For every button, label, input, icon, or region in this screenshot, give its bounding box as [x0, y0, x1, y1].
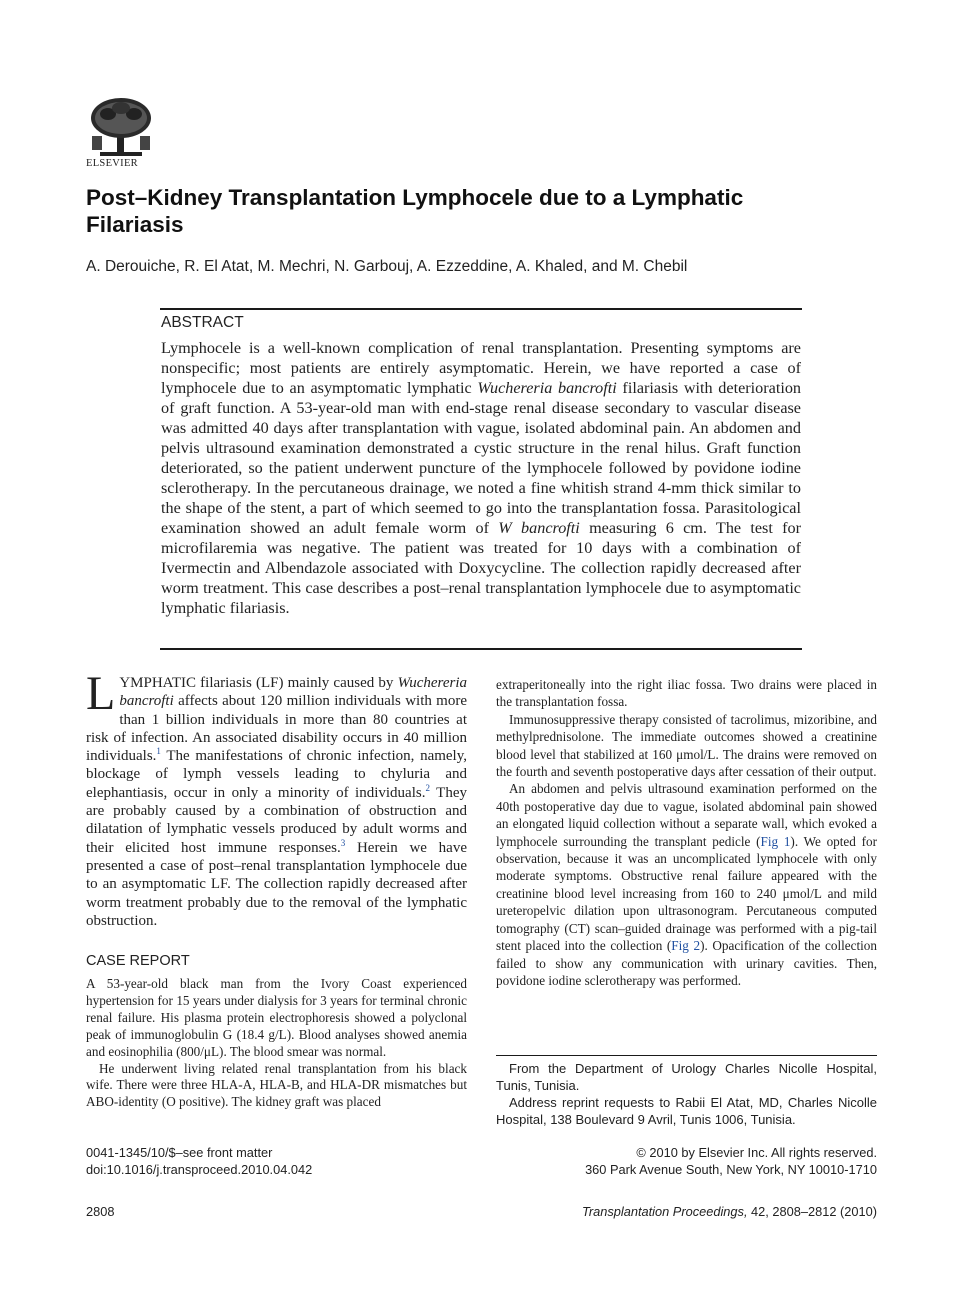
intro-text: YMPHATIC filariasis (LF) mainly caused by: [119, 675, 398, 691]
paragraph-text: ). Opacification of the collection failed to show any communication with urinary cavities. Then, povidone iodine sclerotherapy was performed.: [496, 938, 877, 988]
copyright: © 2010 by Elsevier Inc. All rights reserved.: [636, 1145, 877, 1160]
page-number: 2808: [86, 1204, 115, 1219]
paragraph-text: ). We opted for observation, because it was an uncomplicated lymphocele with only moderate symptoms. Obstructive renal failure appeared with the creatinine blood level increasing from 160 to 240 μmol/L and mild ureteropelvic dilation upon ultrasonogram. Percutaneous computed tomography (CT) scan–guided drainage was performed with a pig-tail stent placed into the collection (: [496, 833, 877, 954]
article-title: Post–Kidney Transplantation Lymphocele due to a Lymphatic Filariasis: [86, 185, 744, 237]
abstract-heading: ABSTRACT: [161, 314, 244, 331]
issn-block: [86, 1145, 312, 1178]
drop-cap: L: [86, 667, 116, 720]
intro-text: They are probably caused by a combination of obstruction and dilatation of lymphatic vessels produced by adult worms and their elicited host immune responses.: [86, 784, 467, 856]
species-name: Wuchereria bancrofti: [477, 379, 617, 397]
paragraph: A 53-year-old black man from the Ivory Coast experienced hypertension for 15 years under dialysis for 3 years for terminal chronic renal failure. His plasma protein electrophoresis showed a polyclonal peak of immunoglobulin G (18.4 g/L). Blood analyses showed anemia and eosinophilia (800/μL). The blood smear was normal.: [86, 976, 467, 1059]
paragraph: extraperitoneally into the right iliac fossa. Two drains were placed in the transplantation fossa.: [496, 677, 877, 710]
reprint-address: Address reprint requests to Rabii El Atat, MD, Charles Nicolle Hospital, 138 Boulevard 9 Avril, Tunis 1006, Tunisia.: [496, 1095, 877, 1127]
journal-name: Transplantation Proceedings,: [581, 1204, 748, 1219]
abstract-text: filariasis with deterioration of graft function. A 53-year-old man with end-stage renal disease secondary to vascular disease was admitted 40 days after transplantation with vague, isolated abdominal pain. An abdomen and pelvis ultrasound examination demonstrated a cystic structure in the renal hilus. Graft function deteriorated, so the patient underwent puncture of the lymphocele followed by povidone iodine sclerotherapy. In the percutaneous drainage, we noted a fine whitish strand 4-mm thick similar to the shape of the stent, a part of which seemed to go into the transplantation fossa. Parasitological examination showed an adult female worm of: [161, 379, 802, 537]
doi: doi:10.1016/j.transproceed.2010.04.042: [86, 1161, 313, 1177]
reference-link[interactable]: 3: [340, 837, 346, 848]
abstract-top-rule: [160, 308, 802, 310]
journal-citation: [496, 1204, 877, 1219]
intro-text: affects about 120 million individuals with more than 1 billion individuals in more than 80 countries at risk of infection. An associated disability occurs in 40 million individuals.: [86, 693, 467, 765]
issn: 0041-1345/10/$–see front matter: [86, 1145, 273, 1160]
figure-link-1[interactable]: Fig 1: [760, 833, 791, 849]
logo-wordmark: ELSEVIER: [86, 158, 138, 169]
case-report-continued: [496, 676, 877, 989]
intro-text: Herein we have presented a case of post–renal transplantation lymphocele due to an asymptomatic LF. The collection rapidly decreased after worm treatment probably due to the removal of the lymphatic obstruction.: [86, 839, 467, 929]
author-list: A. Derouiche, R. El Atat, M. Mechri, N. Garbouj, A. Ezzeddine, A. Khaled, and M. Chebil: [86, 258, 688, 275]
reference-link[interactable]: 2: [425, 782, 430, 793]
abstract-body: [161, 338, 801, 618]
paragraph-text: An abdomen and pelvis ultrasound examination performed on the 40th postoperative day due to vague, isolated abdominal pain showed an elongated liquid collection without a separate wall, which evoked a lymphocele surrounding the transplant pedicle (: [496, 781, 877, 849]
abstract-bottom-rule: [160, 648, 802, 650]
intro-text: The manifestations of chronic infection, namely, blockage of lymph vessels leading to chyluria and elephantiasis, occur in only a minority of individuals.: [86, 748, 467, 801]
case-report-section: [86, 976, 467, 1111]
figure-link-2[interactable]: Fig 2: [671, 938, 701, 954]
abstract-text: measuring 6 cm. The test for microfilaremia was negative. The patient was treated for 10 days with a combination of Ivermectin and Albendazole associated with Doxycycline. The collection rapidly decreased after worm treatment. This case describes a post–renal transplantation lymphocele due to asymptomatic lymphatic filariasis.: [161, 519, 801, 617]
species-name: Wuchereria bancrofti: [119, 675, 467, 710]
abstract-text: Lymphocele is a well-known complication of renal transplantation. Presenting symptoms are nonspecific; most patients are entirely asymptomatic. Herein, we have reported a case of lymphocele due to an asymptomatic lymphatic: [161, 339, 801, 397]
paragraph: Immunosuppressive therapy consisted of tacrolimus, mizoribine, and methylprednisolone. The immediate outcomes showed a creatinine blood level that stabilized at 160 μmol/L. The drains were removed on the fourth and seventh postoperative days after cessation of their output.: [496, 711, 877, 780]
reference-link[interactable]: 1: [156, 746, 161, 757]
journal-ref: 42, 2808–2812 (2010): [747, 1204, 877, 1219]
species-name: W bancrofti: [498, 519, 580, 537]
case-report-heading: CASE REPORT: [86, 953, 190, 969]
publisher-logo: [86, 96, 158, 176]
paragraph: [496, 780, 877, 989]
affiliation-block: [496, 1060, 877, 1128]
affiliation-rule: [496, 1055, 877, 1056]
publisher-address: 360 Park Avenue South, New York, NY 10010-1710: [585, 1161, 877, 1177]
copyright-block: [496, 1145, 877, 1178]
introduction-section: [86, 667, 467, 930]
paragraph: He underwent living related renal transplantation from his black wife. There were three HLA-A, HLA-B, and HLA-DR mismatches but ABO-identity (O positive). The kidney graft was placed: [86, 1060, 467, 1110]
affiliation-text: From the Department of Urology Charles Nicolle Hospital, Tunis, Tunisia.: [496, 1061, 877, 1093]
elsevier-tree-icon: [86, 96, 156, 160]
